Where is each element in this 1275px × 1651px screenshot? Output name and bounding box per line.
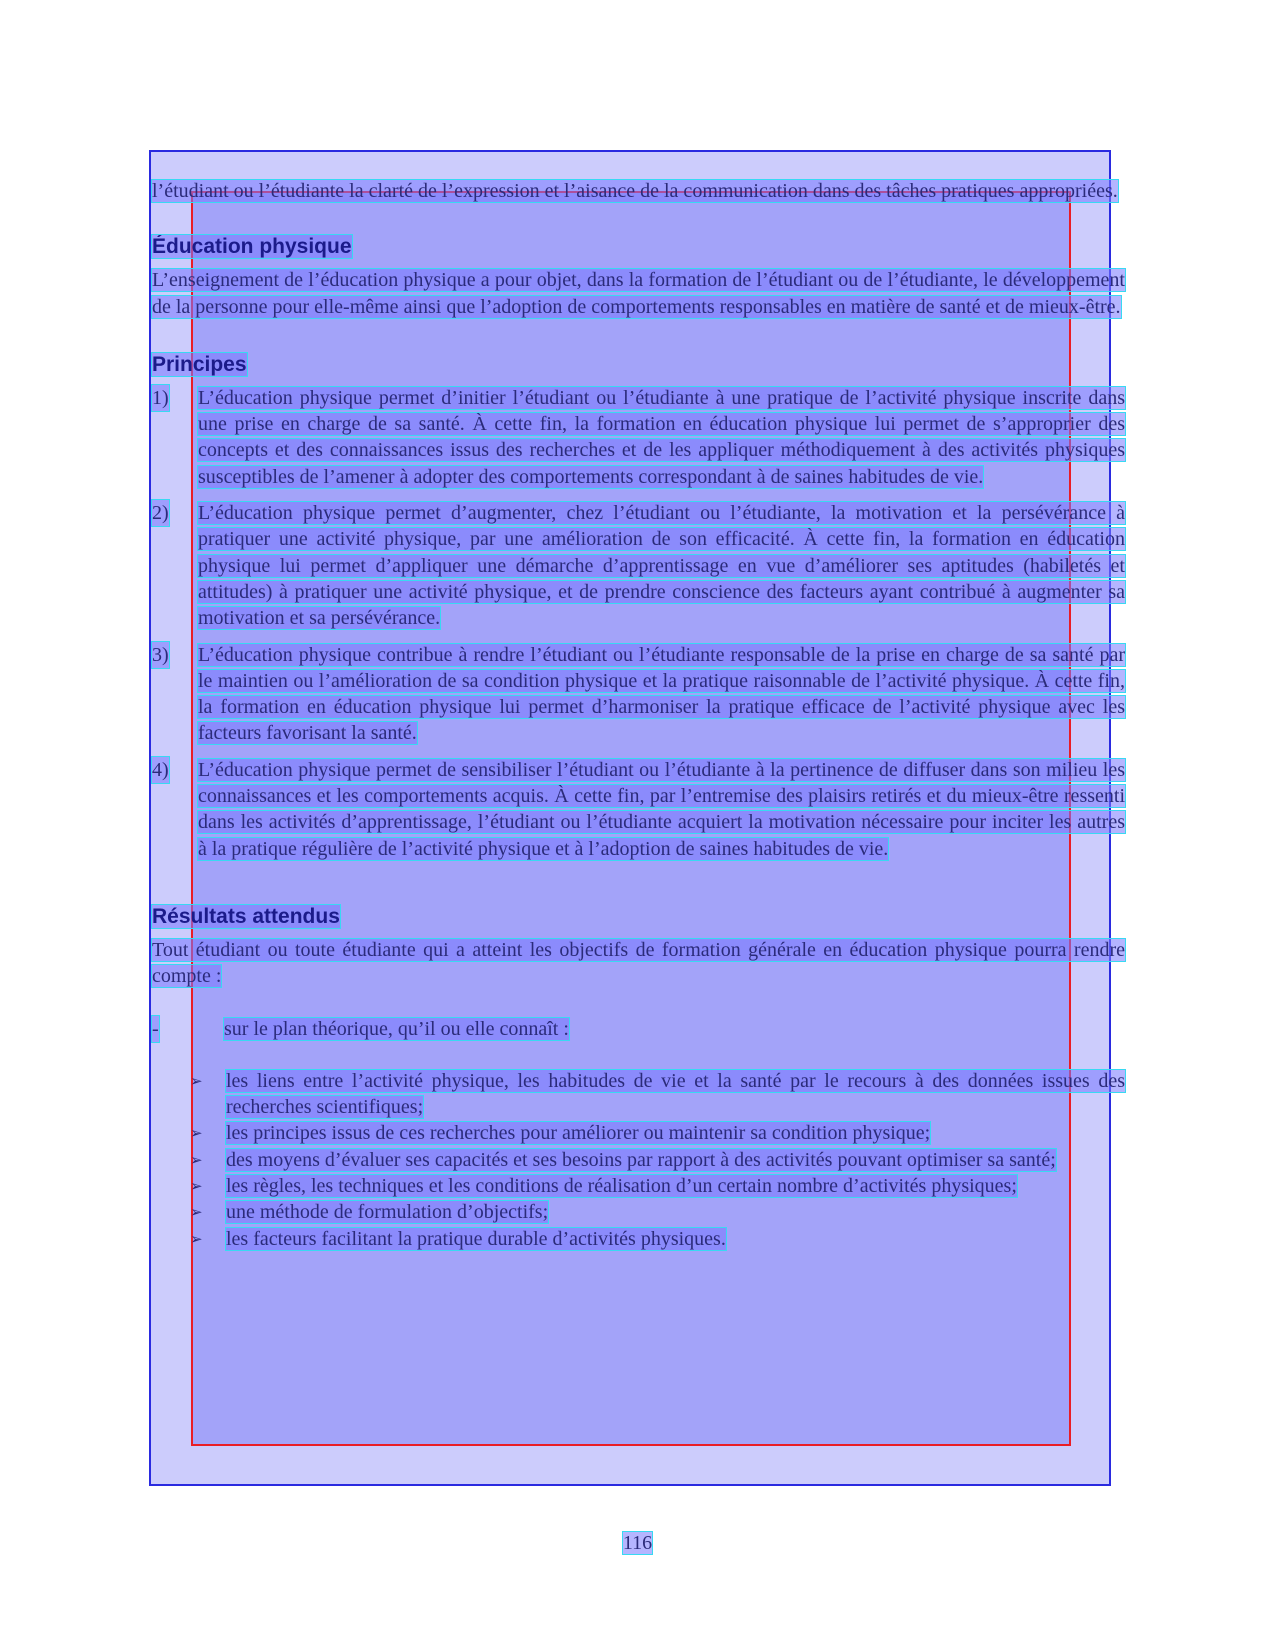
education-paragraph xyxy=(152,267,1125,320)
arrow-bullet-icon: ➢ xyxy=(190,1124,203,1143)
list-item: ➢ les règles, les techniques et les conditions de réalisation d’un certain nombre d’activités physiques; xyxy=(152,1173,1125,1199)
page-number: 116 xyxy=(622,1532,653,1554)
resultats-paragraph xyxy=(152,937,1125,990)
intro-paragraph xyxy=(152,178,1125,204)
principle-item-2 xyxy=(152,500,1125,631)
principle-number: 3) xyxy=(152,642,169,668)
list-item: ➢ des moyens d’évaluer ses capacités et ses besoins par rapport à des activités pouvant optimiser sa santé; xyxy=(152,1147,1125,1173)
list-item: ➢ les liens entre l’activité physique, les habitudes de vie et la santé par le recours à des données issues des recherches scientifiques; xyxy=(190,1069,1125,1119)
arrow-bullet-icon: ➢ xyxy=(190,1203,203,1222)
education-text: L’enseignement de l’éducation physique a pour objet, dans la formation de l’étudiant ou de l’étudiante, le développement de la personne pour elle-même ainsi que l’adoption de comportements responsables en matière de santé et de mieux-être. xyxy=(152,269,1125,318)
list-item: ➢ une méthode de formulation d’objectifs; xyxy=(152,1199,1125,1225)
principle-text: L’éducation physique permet de sensibiliser l’étudiant ou l’étudiante à la pertinence de diffuser dans son milieu les connaissances et les comportements acquis. À cette fin, par l’entremise des plaisirs retirés et du mieux-être ressenti dans les activités d’apprentissage, l’étudiant ou l’étudiante acquiert la motivation nécessaire pour inciter les autres à la pratique régulière de l’activité physique et à l’adoption de saines habitudes de vie. xyxy=(198,758,1125,860)
theory-intro-item xyxy=(152,1016,1125,1042)
heading-principes: Principes xyxy=(152,352,247,376)
principle-text: L’éducation physique permet d’initier l’étudiant ou l’étudiante à une pratique de l’activité physique inscrite dans une prise en charge de sa santé. À cette fin, la formation en éducation physique lui permet de s’approprier des concepts et des connaissances issus des recherches et de les appliquer méthodiquement à des activités physiques susceptibles de l’amener à adopter des comportements correspondant à de saines habitudes de vie. xyxy=(198,386,1125,488)
heading-resultats-attendus: Résultats attendus xyxy=(152,904,340,928)
arrow-bullet-icon: ➢ xyxy=(190,1229,203,1248)
principle-number: 1) xyxy=(152,385,169,411)
arrow-bullet-icon: ➢ xyxy=(190,1150,203,1169)
principle-text: L’éducation physique permet d’augmenter, chez l’étudiant ou l’étudiante, la motivation et la persévérance à pratiquer une activité physique, par une amélioration de son efficacité. À cette fin, la formation en éducation physique lui permet d’appliquer une démarche d’apprentissage en vue d’améliorer ses aptitudes (habiletés et attitudes) à pratiquer une activité physique, et de prendre conscience des facteurs ayant contribué à augmenter sa motivation et sa persévérance. xyxy=(198,502,1125,630)
principle-item-1 xyxy=(152,385,1125,490)
page-content xyxy=(152,178,1125,1252)
arrow-bullet-icon: ➢ xyxy=(190,1177,203,1196)
list-item: ➢ les principes issus de ces recherches pour améliorer ou maintenir sa condition physique; xyxy=(152,1120,1125,1146)
principle-number: 2) xyxy=(152,500,169,526)
theory-intro-text: sur le plan théorique, qu’il ou elle connaît : xyxy=(224,1017,569,1040)
intro-text: l’étudiant ou l’étudiante la clarté de l’expression et l’aisance de la communication dans des tâches pratiques appropriées. xyxy=(152,180,1118,202)
resultats-text: Tout étudiant ou toute étudiante qui a atteint les objectifs de formation générale en éducation physique pourra rendre compte : xyxy=(152,938,1125,988)
list-item: ➢ les facteurs facilitant la pratique durable d’activités physiques. xyxy=(152,1226,1125,1252)
principle-number: 4) xyxy=(152,757,169,783)
principle-text: L’éducation physique contribue à rendre l’étudiant ou l’étudiante responsable de la prise en charge de sa santé par le maintien ou l’amélioration de sa condition physique et la pratique raisonnable de l’activité physique. À cette fin, la formation en éducation physique lui permet d’harmoniser la pratique efficace de l’activité physique avec les facteurs favorisant la santé. xyxy=(198,643,1125,745)
principle-item-4 xyxy=(152,757,1125,862)
dash-marker: - xyxy=(152,1016,159,1042)
heading-education-physique: Éducation physique xyxy=(152,235,352,259)
principle-item-3 xyxy=(152,642,1125,747)
arrow-bullet-icon: ➢ xyxy=(190,1071,203,1090)
